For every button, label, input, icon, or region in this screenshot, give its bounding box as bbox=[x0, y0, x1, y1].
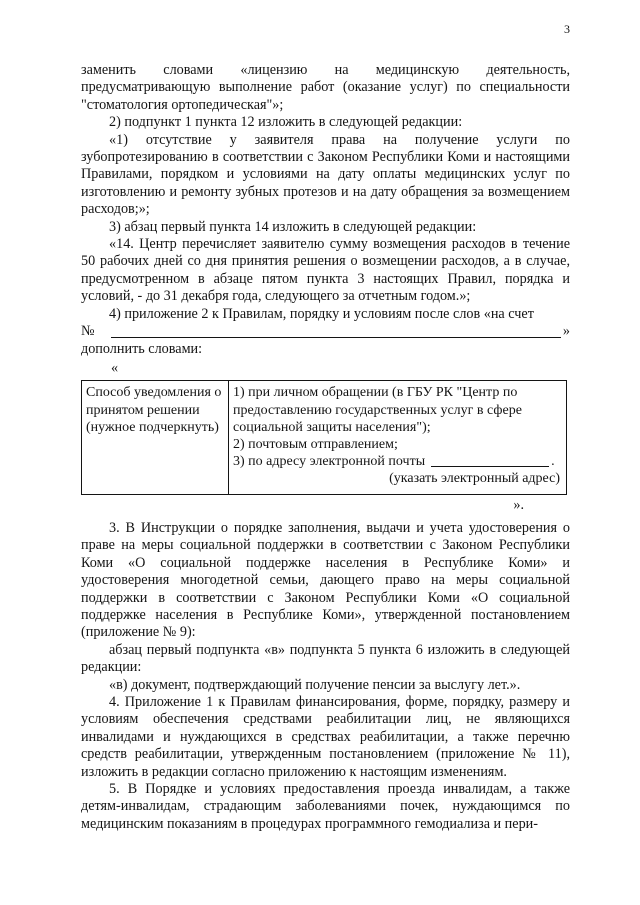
notification-options-cell bbox=[229, 381, 567, 494]
paragraph-subitem-3: 3) абзац первый пункта 14 изложить в следующей редакции: bbox=[109, 218, 477, 235]
paragraph-subitem-4: 4) приложение 2 к Правилам, порядку и условиям после слов «на счет bbox=[109, 305, 534, 322]
paragraph-item-5: 5. В Порядке и условиях предоставления проезда инвалидам, а также детям-инвалидам, страдающим заболеваниями почек, нуждающимся по медицинским показаниям в процедурах программного гемодиализа и пери- bbox=[81, 781, 570, 832]
closing-quote-after-table: ». bbox=[513, 496, 524, 513]
opening-quote: « bbox=[111, 359, 119, 376]
option-email-period: . bbox=[551, 454, 555, 470]
option-in-person: 1) при личном обращении (в ГБУ РК "Центр по предоставлению государственных услуг в сфере социальной защиты населения"); bbox=[233, 385, 522, 435]
paragraph-quote-1: «1) отсутствие у заявителя права на получение услуги по зубопротезированию в соответствии с Законом Республики Коми и настоящими Правилами, порядком и условиями на дату оплаты медицинских услуг по изготовлению и ремонту зубных протезов и на дату обращения за возмещением расходов;»; bbox=[81, 131, 570, 218]
document-body bbox=[81, 62, 570, 833]
option-email bbox=[233, 453, 562, 470]
page-number: 3 bbox=[564, 22, 570, 36]
email-address-hint: (указать электронный адрес) bbox=[389, 471, 560, 487]
notification-method-table bbox=[81, 380, 567, 494]
account-number-line bbox=[81, 323, 570, 340]
email-blank-rule bbox=[431, 453, 549, 467]
option-email-label: 3) по адресу электронной почты bbox=[233, 454, 426, 470]
paragraph-subitem-2: 2) подпункт 1 пункта 12 изложить в следующей редакции: bbox=[109, 114, 463, 131]
paragraph-add-words: дополнить словами: bbox=[81, 340, 203, 357]
paragraph-first-subitem: абзац первый подпункта «в» подпункта 5 пункта 6 изложить в следующей редакции: bbox=[81, 641, 570, 676]
paragraph-item-3: 3. В Инструкции о порядке заполнения, выдачи и учета удостоверения о праве на меры социальной поддержки в соответствии с Законом Республики Коми «О социальной поддержке населения в Республике Коми» и удостоверения многодетной семьи, дающего право на меры социальной поддержки в соответствии с Законом Республики Коми «О социальной поддержке населения в Республике Коми», утвержденной постановлением (приложение № 9): bbox=[81, 519, 570, 641]
paragraph-quote-v: «в) документ, подтверждающий получение пенсии за выслугу лет.». bbox=[109, 676, 521, 693]
option-post: 2) почтовым отправлением; bbox=[233, 436, 398, 452]
paragraph-item-4: 4. Приложение 1 к Правилам финансирования, форме, порядку, размеру и условиям обеспечения средствами реабилитации лиц, не являющихся инвалидами и нуждающихся в средствах реабилитации, а также перечню средств реабилитации, утвержденным постановлением (приложение № 11), изложить в редакции согласно приложению к настоящим изменениям. bbox=[81, 694, 570, 780]
closing-quote: » bbox=[562, 323, 570, 340]
notification-label-cell: Способ уведомления о принятом решении (нужное подчеркнуть) bbox=[82, 381, 229, 494]
paragraph-replace-words: заменить словами «лицензию на медицинскую деятельность, предусматривающую выполнение работ (оказание услуг) по специальности "стоматология ортопедическая"»; bbox=[81, 62, 570, 113]
account-blank-rule bbox=[111, 324, 561, 338]
paragraph-quote-14: «14. Центр перечисляет заявителю сумму возмещения расходов в течение 50 рабочих дней со дня принятия решения о возмещении расходов, а в случае, предусмотренном в абзаце пятом пункта 3 настоящих Правил, порядка и условий, - до 31 декабря года, следующего за отчетным годом.»; bbox=[81, 236, 570, 305]
number-sign: № bbox=[81, 323, 95, 340]
table-row bbox=[82, 381, 567, 494]
